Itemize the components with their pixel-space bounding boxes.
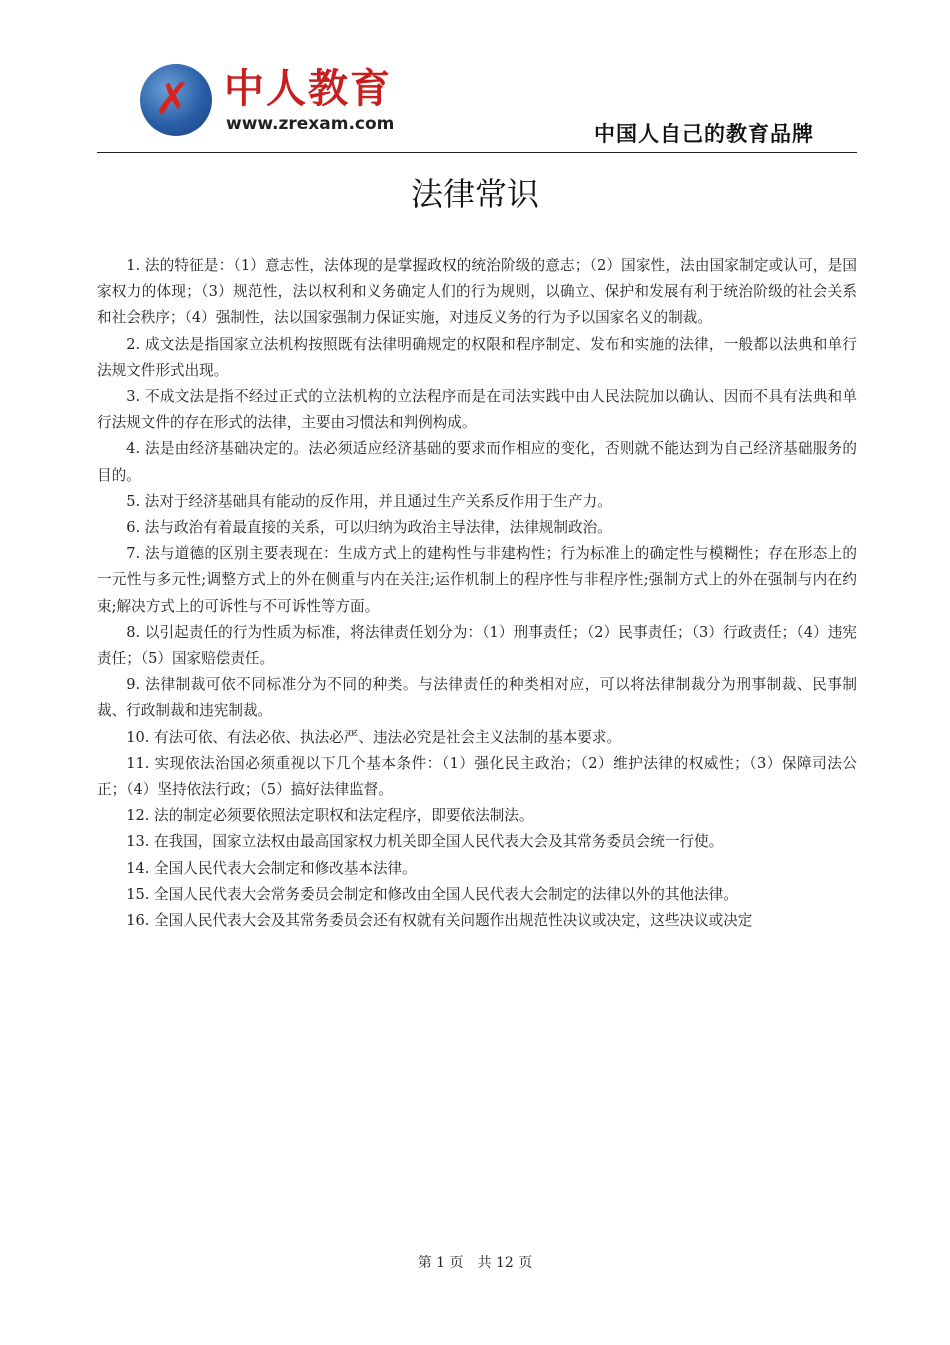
page-footer: 第 1 页 共 12 页 <box>417 1255 533 1271</box>
paragraph: 5. 法对于经济基础具有能动的反作用，并且通过生产关系反作用于生产力。 <box>126 492 612 510</box>
paragraph: 11. 实现依法治国必须重视以下几个基本条件：（1）强化民主政治；（2）维护法律的权威性；（3）保障司法公正；（4）坚持依法行政；（5）搞好法律监督。 <box>97 754 857 799</box>
paragraph: 3. 不成文法是指不经过正式的立法机构的立法程序而是在司法实践中由人民法院加以确认、因而不具有法典和单行法规文件的存在形式的法律，主要由习惯法和判例构成。 <box>97 388 857 432</box>
page-header <box>0 0 950 160</box>
paragraph: 12. 法的制定必须要依照法定职权和法定程序，即要依法制法。 <box>126 807 534 825</box>
document-body <box>97 253 857 934</box>
paragraph: 2. 成文法是指国家立法机构按照既有法律明确规定的权限和程序制定、发布和实施的法律，一般都以法典和单行法规文件形式出现。 <box>97 335 857 379</box>
paragraph: 10. 有法可依、有法必依、执法必严、违法必究是社会主义法制的基本要求。 <box>126 728 622 746</box>
header-divider <box>97 152 857 153</box>
logo-url: www.zrexam.com <box>226 114 395 134</box>
paragraph: 13. 在我国，国家立法权由最高国家权力机关即全国人民代表大会及其常务委员会统一行使。 <box>126 833 724 851</box>
paragraph: 8. 以引起责任的行为性质为标准，将法律责任划分为：（1）刑事责任；（2）民事责任；（3）行政责任；（4）违宪责任；（5）国家赔偿责任。 <box>97 623 857 668</box>
paragraph: 4. 法是由经济基础决定的。法必须适应经济基础的要求而作相应的变化，否则就不能达到为自己经济基础服务的目的。 <box>97 440 857 484</box>
paragraph: 9. 法律制裁可依不同标准分为不同的种类。与法律责任的种类相对应，可以将法律制裁分为刑事制裁、民事制裁、行政制裁和违宪制裁。 <box>97 676 857 720</box>
logo-name: 中人教育 <box>224 66 392 112</box>
paragraph: 14. 全国人民代表大会制定和修改基本法律。 <box>126 859 417 877</box>
paragraph: 6. 法与政治有着最直接的关系，可以归纳为政治主导法律，法律规制政治。 <box>126 519 612 537</box>
header-slogan: 中国人自己的教育品牌 <box>594 122 814 146</box>
page-title: 法律常识 <box>410 175 539 213</box>
logo-mark-icon: ✗ <box>154 74 191 125</box>
paragraph: 15. 全国人民代表大会常务委员会制定和修改由全国人民代表大会制定的法律以外的其他法律。 <box>126 885 738 903</box>
logo-emblem <box>140 64 212 136</box>
logo <box>140 64 440 144</box>
paragraph: 1. 法的特征是：（1）意志性，法体现的是掌握政权的统治阶级的意志；（2）国家性，法由国家制定或认可，是国家权力的体现；（3）规范性，法以权利和义务确定人们的行为规则，以确立、保护和发展有利于统治阶级的社会关系和社会秩序；（4）强制性，法以国家强制力保证实施，对违反义务的行为予以国家名义的制裁。 <box>97 257 857 327</box>
paragraph: 7. 法与道德的区别主要表现在：生成方式上的建构性与非建构性；行为标准上的确定性与模糊性；存在形态上的一元性与多元性;调整方式上的外在侧重与内在关注;运作机制上的程序性与非程序性;强制方式上的外在强制与内在约束;解决方式上的可诉性与不可诉性等方面。 <box>97 545 857 615</box>
paragraph: 16. 全国人民代表大会及其常务委员会还有权就有关问题作出规范性决议或决定，这些决议或决定 <box>126 912 753 930</box>
